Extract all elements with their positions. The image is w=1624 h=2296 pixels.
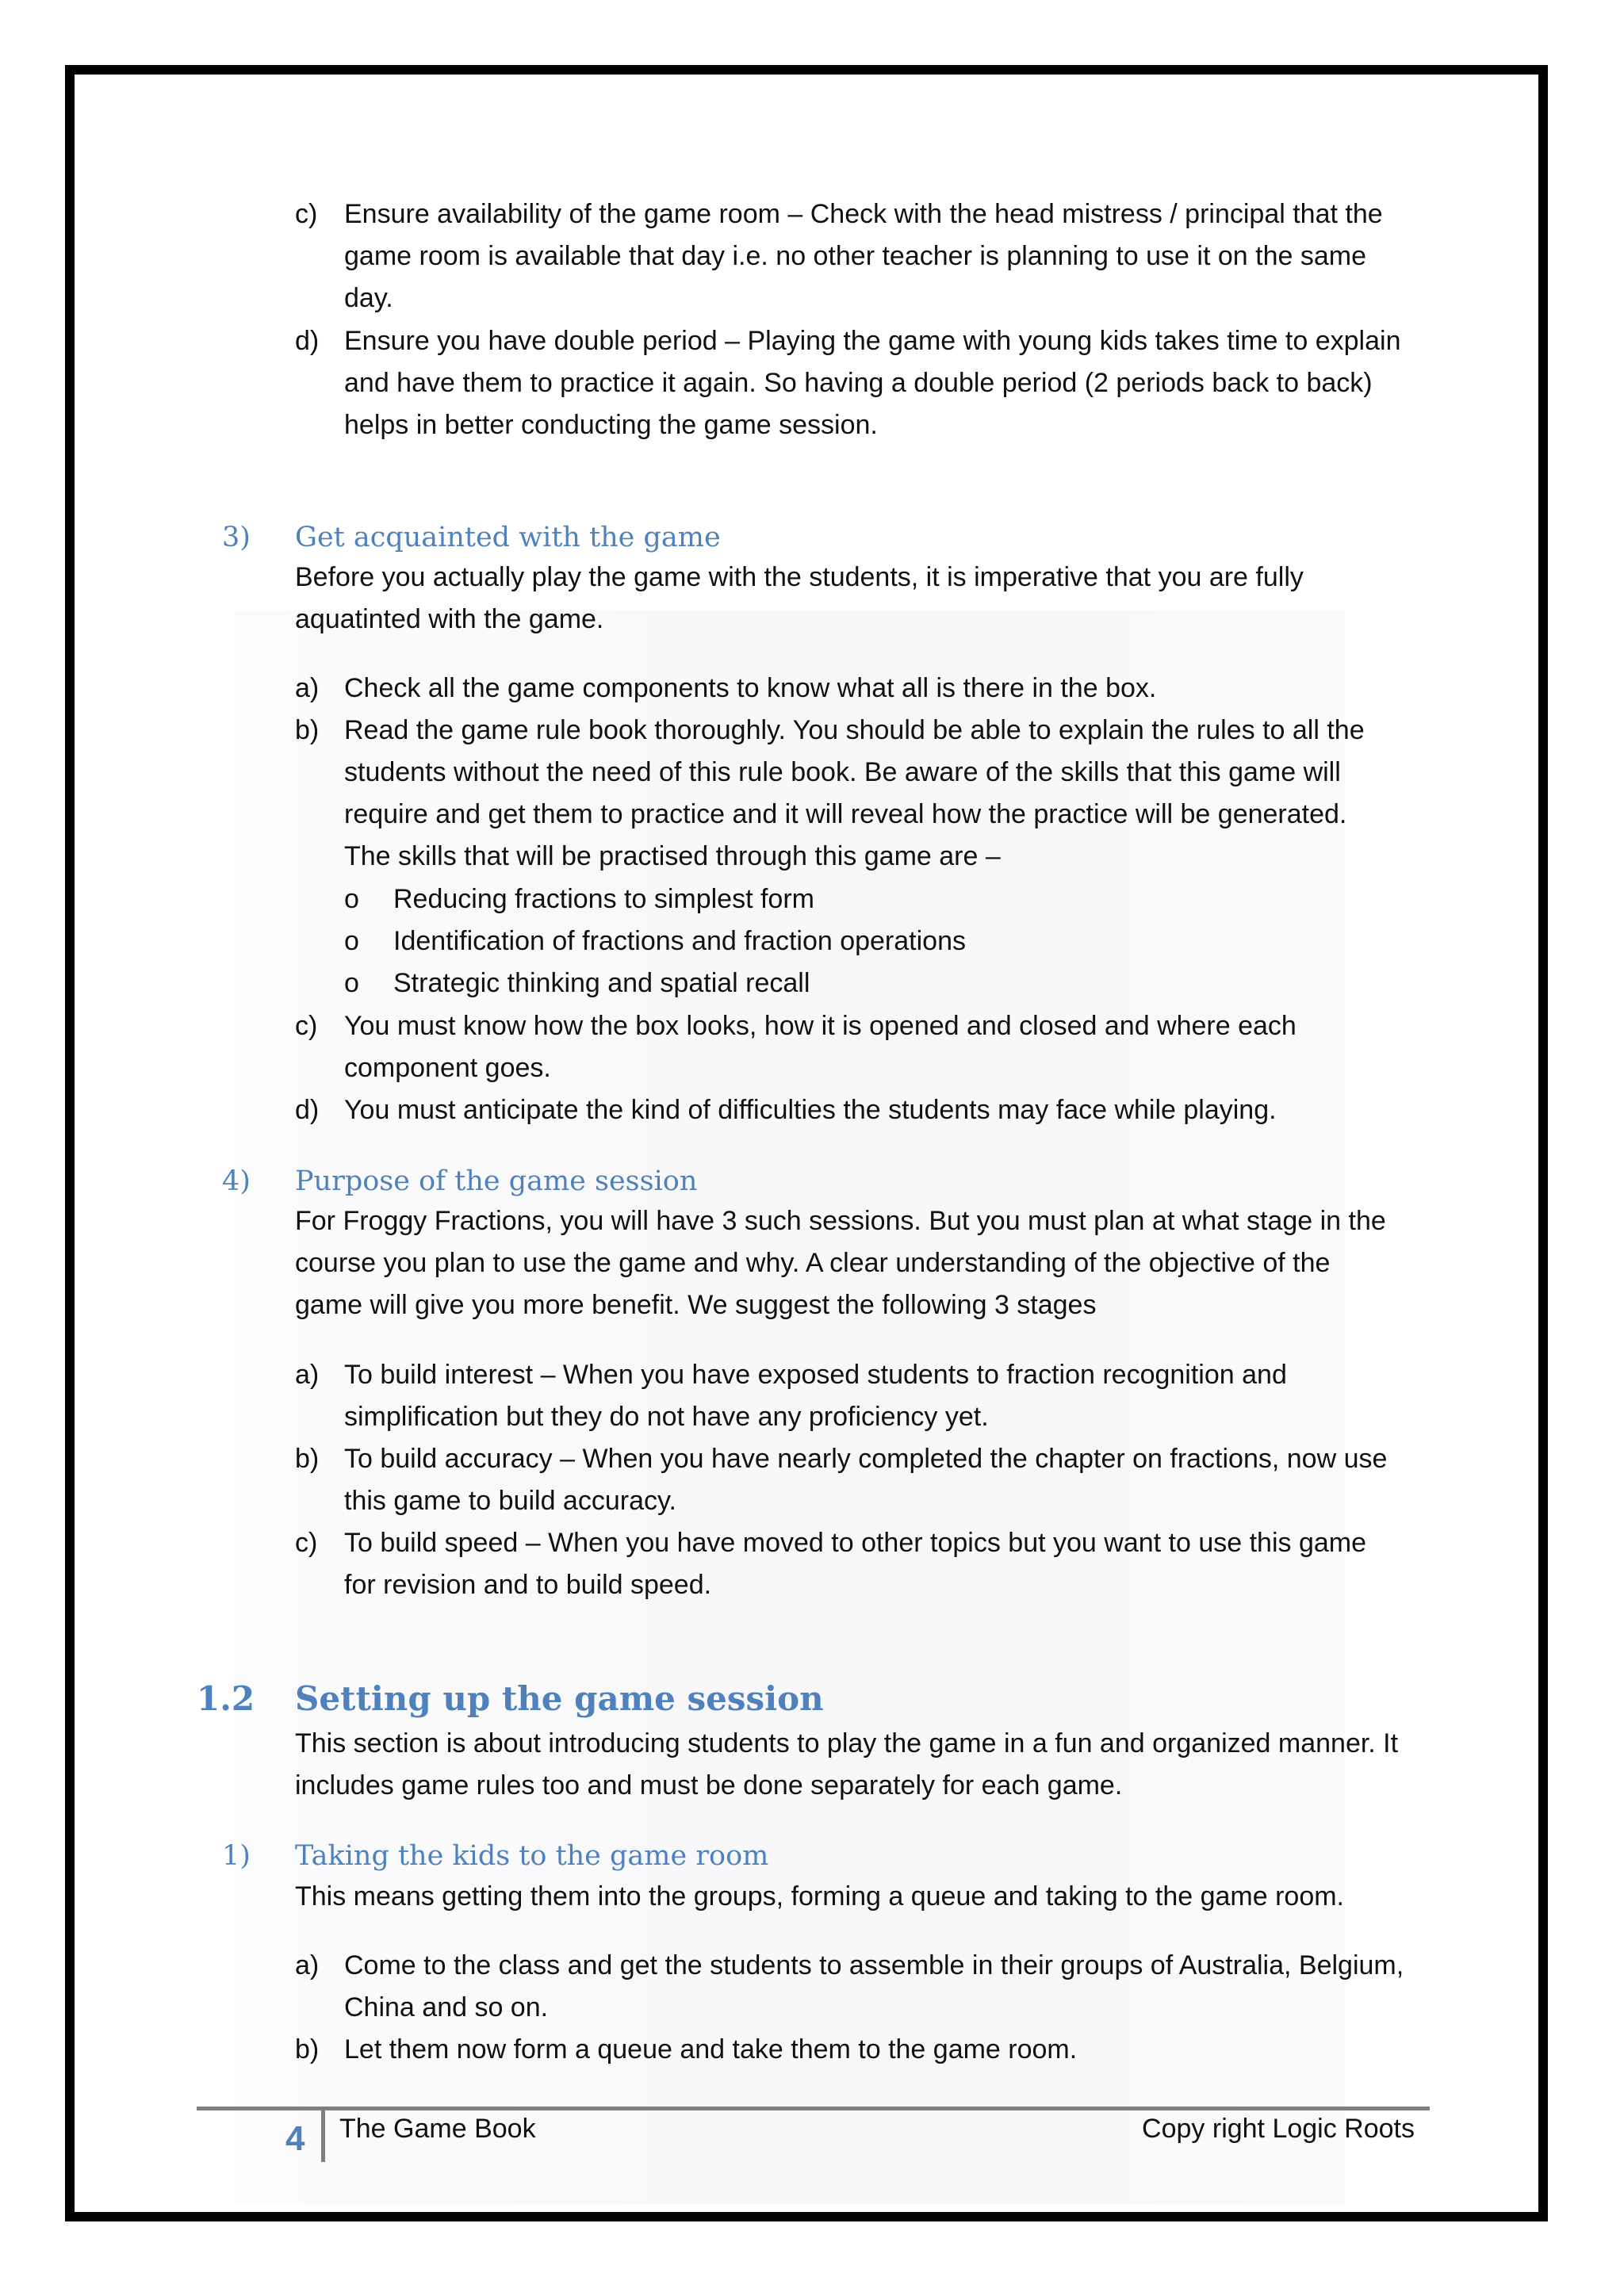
paragraph-line: Before you actually play the game with the students, it is imperative that you are fully (295, 562, 1304, 592)
list-label: b) (295, 2034, 320, 2064)
bullet-item: Strategic thinking and spatial recall (393, 968, 810, 998)
list-item-text: You must anticipate the kind of difficulties the students may face while playing. (344, 1095, 1277, 1125)
step-number: 1) (222, 1840, 251, 1872)
section-title: Setting up the game session (295, 1679, 824, 1718)
bullet-marker: o (344, 884, 359, 914)
footer-divider (321, 2110, 325, 2162)
list-label: c) (295, 1528, 318, 1558)
list-item-text: Ensure availability of the game room – Check with the head mistress / principal that the (344, 199, 1383, 229)
paragraph-line: course you plan to use the game and why. A clear understanding of the objective of the (295, 1248, 1331, 1278)
section-heading: Get acquainted with the game (295, 522, 721, 553)
list-item-text: Ensure you have double period – Playing the game with young kids takes time to explain (344, 326, 1401, 356)
paragraph-line: includes game rules too and must be done separately for each game. (295, 1770, 1123, 1800)
list-item-text: Check all the game components to know what all is there in the box. (344, 673, 1157, 703)
list-item-text: component goes. (344, 1053, 551, 1083)
list-item-text: Come to the class and get the students to assemble in their groups of Australia, Belgium, (344, 1950, 1404, 1980)
list-item-text: game room is available that day i.e. no other teacher is planning to use it on the same (344, 241, 1366, 271)
paragraph-line: For Froggy Fractions, you will have 3 such sessions. But you must plan at what stage in the (295, 1206, 1386, 1236)
list-item-text: and have them to practice it again. So having a double period (2 periods back to back) (344, 368, 1373, 398)
list-label: a) (295, 1360, 320, 1390)
list-item-text: The skills that will be practised through this game are – (344, 841, 1001, 871)
list-label: d) (295, 326, 320, 356)
footer-book-title: The Game Book (339, 2114, 536, 2144)
list-item-text: China and so on. (344, 1992, 549, 2022)
list-item-text: Let them now form a queue and take them to the game room. (344, 2034, 1078, 2064)
list-item-text: for revision and to build speed. (344, 1570, 712, 1600)
bullet-marker: o (344, 926, 359, 956)
list-label: c) (295, 1011, 318, 1041)
list-label: a) (295, 673, 320, 703)
bullet-item: Identification of fractions and fraction operations (393, 926, 966, 956)
list-item-text: simplification but they do not have any proficiency yet. (344, 1402, 989, 1432)
list-item-text: day. (344, 283, 393, 313)
bullet-marker: o (344, 968, 359, 998)
bullet-item: Reducing fractions to simplest form (393, 884, 814, 914)
list-item-text: To build interest – When you have exposed students to fraction recognition and (344, 1360, 1287, 1390)
paragraph-line: This section is about introducing students to play the game in a fun and organized manner. It (295, 1728, 1399, 1758)
list-item-text: Read the game rule book thoroughly. You should be able to explain the rules to all the (344, 715, 1365, 745)
list-item-text: To build speed – When you have moved to other topics but you want to use this game (344, 1528, 1366, 1558)
list-item-text: helps in better conducting the game session. (344, 410, 878, 440)
list-item-text: this game to build accuracy. (344, 1486, 676, 1516)
footer-copyright: Copy right Logic Roots (1142, 2114, 1415, 2144)
paragraph-line: This means getting them into the groups, forming a queue and taking to the game room. (295, 1881, 1344, 1911)
list-label: b) (295, 715, 320, 745)
list-item-text: You must know how the box looks, how it is opened and closed and where each (344, 1011, 1297, 1041)
section-heading: Taking the kids to the game room (295, 1840, 769, 1872)
list-label: a) (295, 1950, 320, 1980)
list-label: b) (295, 1444, 320, 1474)
list-label: c) (295, 199, 318, 229)
step-number: 3) (222, 522, 251, 553)
section-number: 1.2 (197, 1679, 255, 1718)
list-item-text: require and get them to practice and it will reveal how the practice will be generated. (344, 799, 1347, 829)
page-number: 4 (285, 2119, 305, 2158)
paragraph-line: game will give you more benefit. We suggest the following 3 stages (295, 1290, 1097, 1320)
list-item-text: students without the need of this rule book. Be aware of the skills that this game will (344, 757, 1341, 787)
step-number: 4) (222, 1165, 251, 1197)
section-heading: Purpose of the game session (295, 1165, 698, 1197)
paragraph-line: aquatinted with the game. (295, 604, 604, 634)
list-label: d) (295, 1095, 320, 1125)
list-item-text: To build accuracy – When you have nearly completed the chapter on fractions, now use (344, 1444, 1388, 1474)
